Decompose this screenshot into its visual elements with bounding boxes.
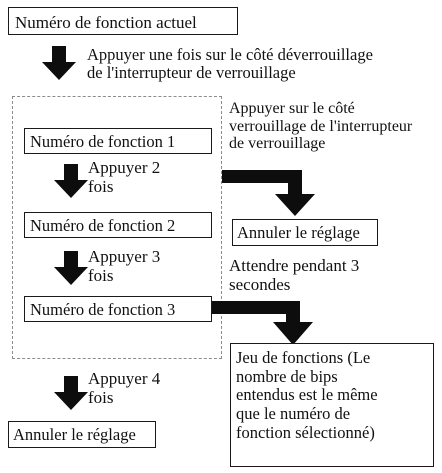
function-set-line-1: Jeu de fonctions (Le bbox=[236, 348, 371, 367]
press-lock-label bbox=[229, 100, 412, 153]
cancel-setting-box-bottom: Annuler le réglage bbox=[8, 421, 156, 448]
current-function-box: Numéro de fonction actuel bbox=[8, 7, 238, 35]
cancel-setting-box-right: Annuler le réglage bbox=[232, 219, 378, 246]
down-arrow-3 bbox=[56, 251, 90, 287]
press-3-label bbox=[88, 247, 160, 285]
function-3-box: Numéro de fonction 3 bbox=[24, 296, 212, 322]
wait-label bbox=[229, 256, 359, 294]
function-set-line-2: nombre de bips bbox=[236, 366, 338, 386]
press-once-line-2: de l'interrupteur de verrouillage bbox=[87, 63, 296, 83]
press-4-label bbox=[88, 369, 160, 407]
press-2-line-1: Appuyer 2 bbox=[88, 158, 161, 177]
press-once-label bbox=[87, 46, 373, 83]
bent-arrow-function-set bbox=[212, 301, 327, 347]
bent-arrow-cancel bbox=[222, 170, 332, 218]
press-2-label bbox=[88, 158, 160, 196]
function-set-line-3: entendus est le même bbox=[236, 385, 378, 405]
press-3-line-1: Appuyer 3 bbox=[88, 247, 161, 266]
down-arrow-4 bbox=[56, 376, 90, 412]
press-lock-line-2: verrouillage de l'interrupteur bbox=[229, 117, 413, 135]
press-4-line-1: Appuyer 4 bbox=[88, 369, 161, 388]
down-arrow-2 bbox=[56, 164, 90, 200]
press-lock-line-3: de verrouillage bbox=[229, 135, 326, 153]
function-set-box bbox=[230, 343, 434, 467]
down-arrow-1 bbox=[44, 46, 78, 82]
wait-line-2: secondes bbox=[229, 275, 291, 295]
function-set-line-5: fonction sélectionné) bbox=[236, 422, 375, 442]
press-lock-line-1: Appuyer sur le côté bbox=[229, 100, 355, 117]
function-set-line-4: que le numéro de bbox=[236, 403, 351, 423]
function-2-box: Numéro de fonction 2 bbox=[24, 212, 212, 238]
wait-line-1: Attendre pendant 3 bbox=[229, 256, 360, 275]
function-1-box: Numéro de fonction 1 bbox=[24, 128, 212, 154]
press-4-line-2: fois bbox=[88, 388, 114, 408]
press-once-line-1: Appuyer une fois sur le côté déverrouillage bbox=[87, 45, 373, 64]
press-3-line-2: fois bbox=[88, 266, 114, 286]
press-2-line-2: fois bbox=[88, 177, 114, 197]
